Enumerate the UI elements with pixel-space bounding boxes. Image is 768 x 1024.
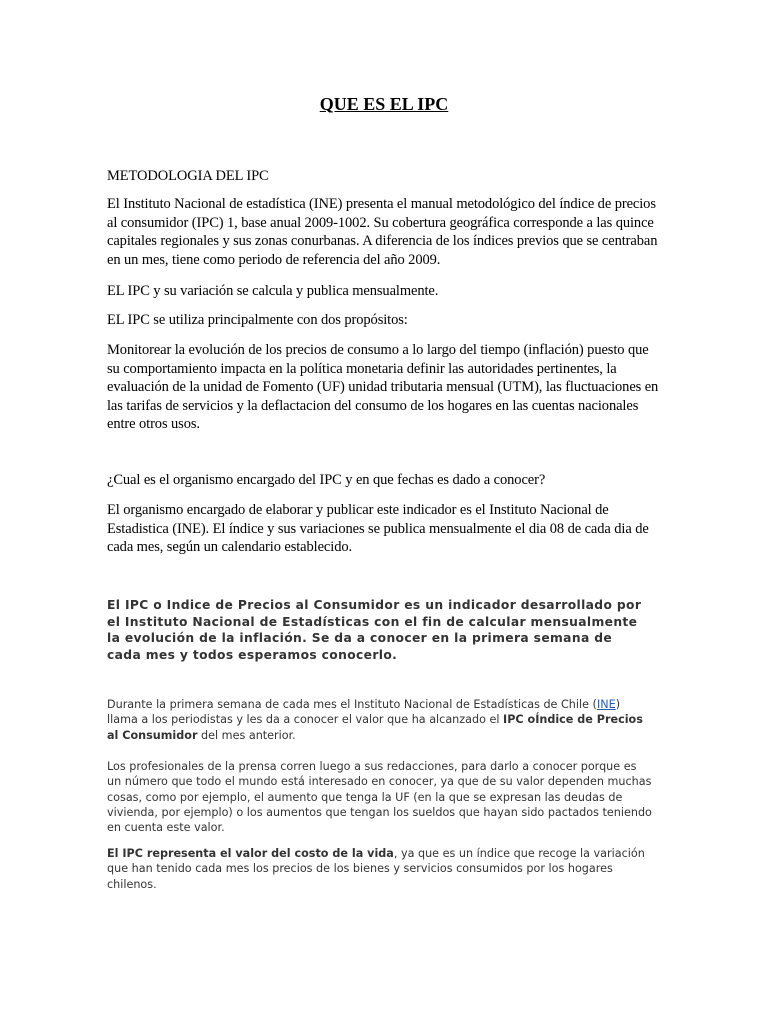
question-heading: ¿Cual es el organismo encargado del IPC y en que fechas es dado a conocer?	[107, 472, 546, 488]
semana-bold: IPC oÍndice de Precios al Consumidor	[107, 713, 643, 742]
costo-rest: , ya que es un índice que recoge la variación que han tenido cada mes los precios de los bienes y servicios consumidos por los hogares chilenos.	[107, 847, 645, 891]
metodologia-heading: METODOLOGIA DEL IPC	[107, 168, 269, 184]
paragraph-bold-definition: El IPC o Indice de Precios al Consumidor es un indicador desarrollado por el Instituto Nacional de Estadísticas con el fin de calcular mensualmente la evolución de la inflación. Se da a conocer en la primera semana de cada mes y todos esperamos conocerlo.	[107, 598, 642, 662]
semana-text-3: del mes anterior.	[197, 728, 296, 742]
ine-link[interactable]: INE	[596, 698, 616, 711]
semana-text-2: ) llama a los periodistas y les da a conocer el valor que ha alcanzado el	[107, 698, 621, 727]
paragraph-variacion: EL IPC y su variación se calcula y publica mensualmente.	[107, 283, 439, 299]
paragraph-propositos: EL IPC se utiliza principalmente con dos propósitos:	[107, 312, 408, 328]
paragraph-organismo: El organismo encargado de elaborar y publicar este indicador es el Instituto Nacional de Estadistica (INE). El índice y sus variaciones se publica mensualmente el dia 08 de cada dia de cada mes, según un calendario establecido.	[107, 502, 649, 555]
semana-text-1: Durante la primera semana de cada mes el Instituto Nacional de Estadísticas de Chile (	[107, 698, 597, 711]
paragraph-prensa: Los profesionales de la prensa corren luego a sus redacciones, para darlo a conocer porque es un número que todo el mundo está interesado en conocer, ya que de su valor dependen muchas cosas, como por ejemplo, el aumento que tenga la UF (en la que se expresan las deudas de vivienda, por ejemplo) o los aumentos que tengan los sueldos que hayan sido pactados teniendo en cuenta este valor.	[107, 760, 652, 835]
paragraph-ine: El Instituto Nacional de estadística (INE) presenta el manual metodológico del índice de precios al consumidor (IPC) 1, base anual 2009-1002. Su cobertura geográfica corresponde a las quince capitales regionales y sus zonas conurbanas. A diferencia de los índices previos que se centraban en un mes, tiene como periodo de referencia del año 2009.	[107, 196, 658, 268]
page-title: QUE ES EL IPC	[319, 94, 449, 114]
costo-bold: El IPC representa el valor del costo de la vida	[107, 847, 394, 860]
paragraph-costo	[107, 846, 652, 892]
paragraph-monitorear: Monitorear la evolución de los precios de consumo a lo largo del tiempo (inflación) puesto que su comportamiento impacta en la política monetaria definir las autoridades pertinentes, la evaluación de la unidad de Fomento (UF) unidad tributaria mensual (UTM), las fluctuaciones en las tarifas de servicios y la deflactacion del consumo de los hogares en las cuentas nacionales entre otros usos.	[107, 342, 659, 432]
paragraph-semana	[107, 697, 652, 743]
